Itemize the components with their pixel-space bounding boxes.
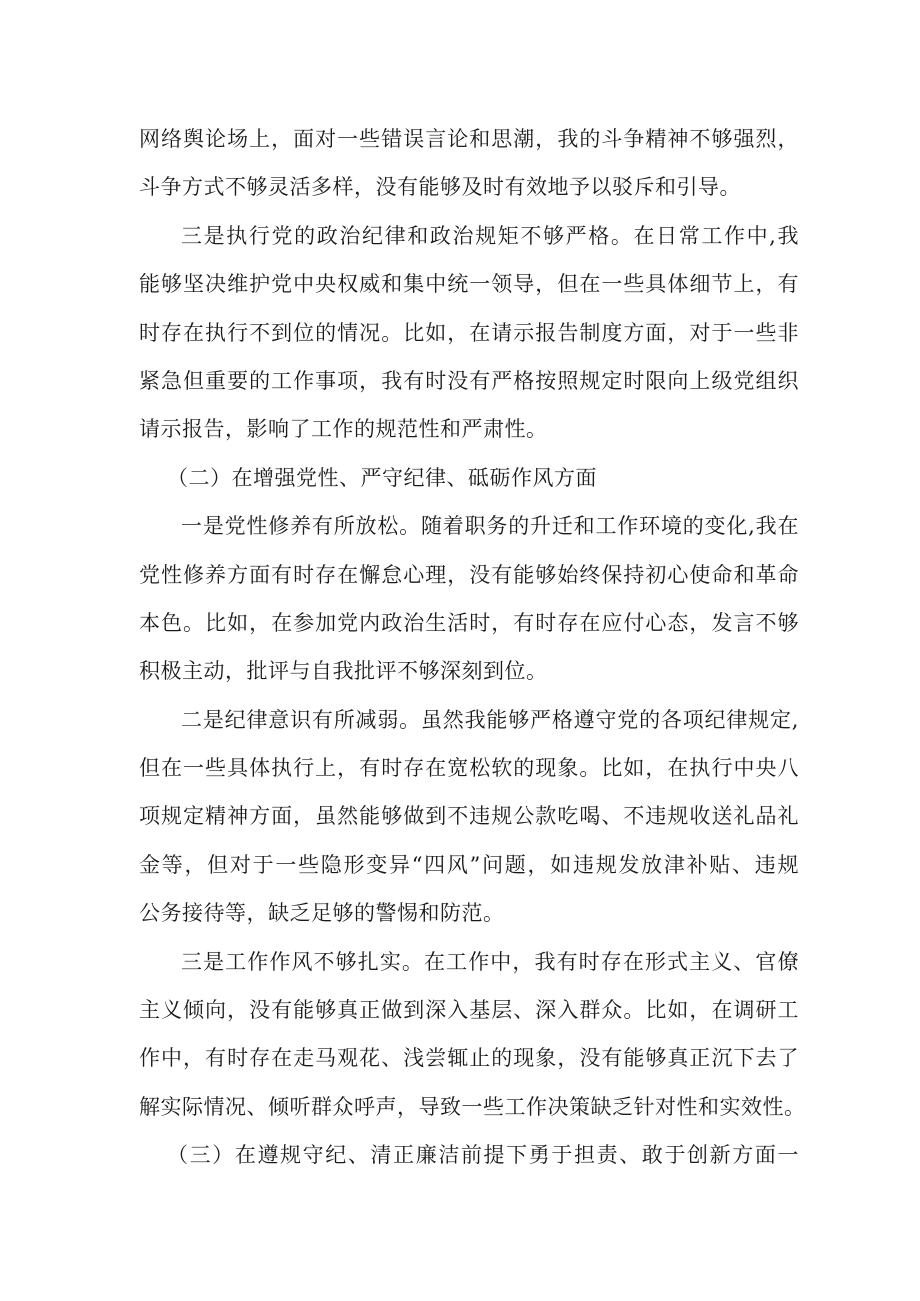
text-line: 能够坚决维护党中央权威和集中统一领导，但在一些具体细节上，有: [139, 272, 799, 297]
text-line: 主义倾向，没有能够真正做到深入基层、深入群众。比如，在调研工: [139, 998, 799, 1023]
paragraph-start-line: 三是工作作风不够扎实。在工作中，我有时存在形式主义、官僚: [181, 949, 799, 974]
text-line: 但在一些具体执行上，有时存在宽松软的现象。比如，在执行中央八: [139, 756, 799, 781]
section-heading: （二）在增强党性、严守纪律、砥砺作风方面: [167, 465, 597, 490]
text-line: 党性修养方面有时存在懈怠心理，没有能够始终保持初心使命和革命: [139, 562, 799, 587]
paragraph-start-line: 三是执行党的政治纪律和政治规矩不够严格。在日常工作中,我: [181, 223, 799, 248]
paragraph-start-line: 二是纪律意识有所减弱。虽然我能够严格遵守党的各项纪律规定,: [181, 707, 799, 732]
text-line: 时存在执行不到位的情况。比如，在请示报告制度方面，对于一些非: [139, 320, 799, 345]
text-line: 斗争方式不够灵活多样，没有能够及时有效地予以驳斥和引导。: [139, 175, 741, 200]
text-line: 本色。比如，在参加党内政治生活时，有时存在应付心态，发言不够: [139, 610, 799, 635]
paragraph-start-line: 一是党性修养有所放松。随着职务的升迁和工作环境的变化,我在: [181, 514, 799, 539]
text-line: 紧急但重要的工作事项，我有时没有严格按照规定时限向上级党组织: [139, 368, 799, 393]
body-text: [139, 115, 806, 1180]
text-line: 金等，但对于一些隐形变异“四风”问题，如违规发放津补贴、违规: [139, 852, 799, 877]
text-line: 作中，有时存在走马观花、浅尝辄止的现象，没有能够真正沉下去了: [139, 1046, 799, 1071]
text-line: 网络舆论场上，面对一些错误言论和思潮，我的斗争精神不够强烈，: [139, 127, 799, 151]
section-heading: （三）在遵规守纪、清正廉洁前提下勇于担责、敢于创新方面一: [167, 1143, 799, 1168]
text-line: 请示报告，影响了工作的规范性和严肃性。: [139, 417, 548, 442]
text-line: 项规定精神方面，虽然能够做到不违规公款吃喝、不违规收送礼品礼: [139, 804, 799, 829]
text-line: 积极主动，批评与自我批评不够深刻到位。: [139, 659, 548, 684]
text-line: 解实际情况、倾听群众呼声，导致一些工作决策缺乏针对性和实效性。: [139, 1094, 806, 1119]
text-line: 公务接待等，缺乏足够的警惕和防范。: [139, 901, 505, 926]
